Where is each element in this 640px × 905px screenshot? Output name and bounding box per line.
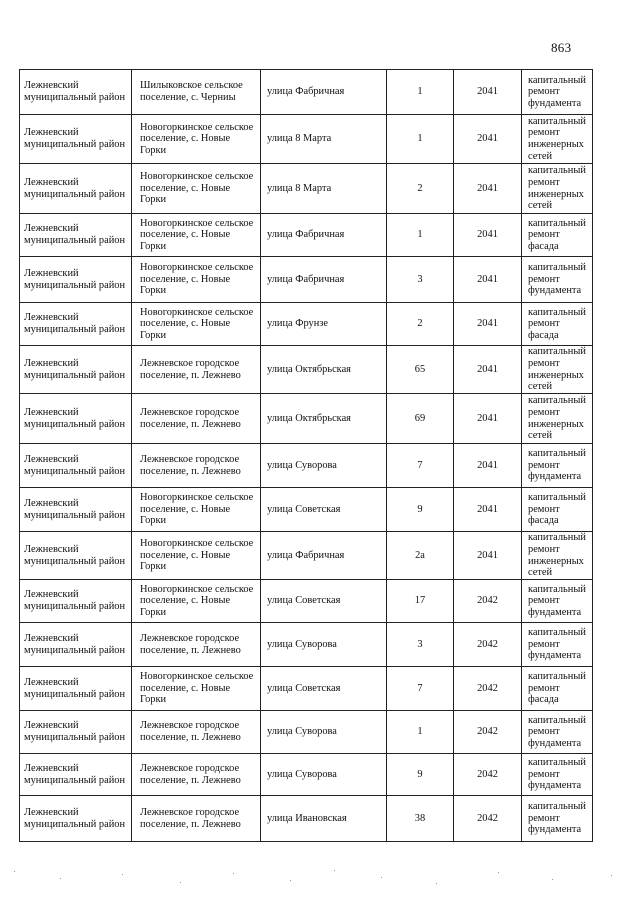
year-cell: 2041 xyxy=(454,532,522,580)
street-cell: улица Фабричная xyxy=(261,214,387,257)
work-type-cell: капитальный ремонт фундамента xyxy=(522,70,593,115)
year-cell: 2042 xyxy=(454,580,522,623)
work-type-cell: капитальный ремонт инженерных сетей xyxy=(522,164,593,214)
district-cell: Лежневский муниципальный район xyxy=(20,623,132,667)
table-row xyxy=(20,488,593,532)
year-cell: 2041 xyxy=(454,164,522,214)
year-cell: 2041 xyxy=(454,346,522,394)
year-cell: 2041 xyxy=(454,214,522,257)
year-cell: 2041 xyxy=(454,394,522,444)
work-type-cell: капитальный ремонт фасада xyxy=(522,667,593,711)
year-cell: 2041 xyxy=(454,303,522,346)
work-type-cell: капитальный ремонт фасада xyxy=(522,488,593,532)
table-row xyxy=(20,115,593,164)
house-number-cell: 2 xyxy=(387,303,454,346)
house-number-cell: 9 xyxy=(387,488,454,532)
year-cell: 2042 xyxy=(454,796,522,842)
street-cell: улица Фабричная xyxy=(261,257,387,303)
settlement-cell: Новогоркинское сельское поселение, с. Новые Горки xyxy=(132,164,261,214)
house-number-cell: 1 xyxy=(387,70,454,115)
year-cell: 2042 xyxy=(454,754,522,796)
settlement-cell: Новогоркинское сельское поселение, с. Новые Горки xyxy=(132,115,261,164)
settlement-cell: Новогоркинское сельское поселение, с. Новые Горки xyxy=(132,214,261,257)
house-number-cell: 3 xyxy=(387,623,454,667)
settlement-cell: Новогоркинское сельское поселение, с. Новые Горки xyxy=(132,488,261,532)
table-row xyxy=(20,214,593,257)
work-type-cell: капитальный ремонт фундамента xyxy=(522,257,593,303)
district-cell: Лежневский муниципальный район xyxy=(20,580,132,623)
street-cell: улица Суворова xyxy=(261,623,387,667)
district-cell: Лежневский муниципальный район xyxy=(20,667,132,711)
table-row xyxy=(20,394,593,444)
house-number-cell: 17 xyxy=(387,580,454,623)
house-number-cell: 2 xyxy=(387,164,454,214)
settlement-cell: Новогоркинское сельское поселение, с. Новые Горки xyxy=(132,257,261,303)
work-type-cell: капитальный ремонт фундамента xyxy=(522,580,593,623)
house-number-cell: 65 xyxy=(387,346,454,394)
year-cell: 2042 xyxy=(454,711,522,754)
work-type-cell: капитальный ремонт фундамента xyxy=(522,623,593,667)
district-cell: Лежневский муниципальный район xyxy=(20,711,132,754)
table-row xyxy=(20,70,593,115)
table-row xyxy=(20,580,593,623)
street-cell: улица Советская xyxy=(261,488,387,532)
table-row xyxy=(20,754,593,796)
house-number-cell: 1 xyxy=(387,214,454,257)
work-type-cell: капитальный ремонт инженерных сетей xyxy=(522,346,593,394)
house-number-cell: 1 xyxy=(387,115,454,164)
work-type-cell: капитальный ремонт фундамента xyxy=(522,444,593,488)
settlement-cell: Лежневское городское поселение, п. Лежнево xyxy=(132,444,261,488)
work-type-cell: капитальный ремонт фасада xyxy=(522,303,593,346)
house-number-cell: 2а xyxy=(387,532,454,580)
work-type-cell: капитальный ремонт фундамента xyxy=(522,754,593,796)
table-row xyxy=(20,444,593,488)
repair-schedule-table xyxy=(19,69,593,842)
street-cell: улица 8 Марта xyxy=(261,164,387,214)
house-number-cell: 7 xyxy=(387,667,454,711)
table-row xyxy=(20,303,593,346)
street-cell: улица Октябрьская xyxy=(261,346,387,394)
street-cell: улица Суворова xyxy=(261,711,387,754)
district-cell: Лежневский муниципальный район xyxy=(20,444,132,488)
street-cell: улица Октябрьская xyxy=(261,394,387,444)
district-cell: Лежневский муниципальный район xyxy=(20,796,132,842)
settlement-cell: Лежневское городское поселение, п. Лежнево xyxy=(132,394,261,444)
page-number: 863 xyxy=(551,40,572,55)
district-cell: Лежневский муниципальный район xyxy=(20,346,132,394)
table-body xyxy=(20,70,593,842)
work-type-cell: капитальный ремонт фундамента xyxy=(522,711,593,754)
table-row xyxy=(20,796,593,842)
street-cell: улица Суворова xyxy=(261,444,387,488)
table-row xyxy=(20,623,593,667)
table-row xyxy=(20,346,593,394)
settlement-cell: Лежневское городское поселение, п. Лежнево xyxy=(132,623,261,667)
settlement-cell: Шилыковское сельское поселение, с. Черниы xyxy=(132,70,261,115)
settlement-cell: Лежневское городское поселение, п. Лежнево xyxy=(132,711,261,754)
settlement-cell: Лежневское городское поселение, п. Лежнево xyxy=(132,796,261,842)
year-cell: 2041 xyxy=(454,70,522,115)
district-cell: Лежневский муниципальный район xyxy=(20,164,132,214)
table-row xyxy=(20,711,593,754)
district-cell: Лежневский муниципальный район xyxy=(20,303,132,346)
work-type-cell: капитальный ремонт инженерных сетей xyxy=(522,532,593,580)
street-cell: улица 8 Марта xyxy=(261,115,387,164)
work-type-cell: капитальный ремонт фасада xyxy=(522,214,593,257)
table-row xyxy=(20,257,593,303)
work-type-cell: капитальный ремонт фундамента xyxy=(522,796,593,842)
district-cell: Лежневский муниципальный район xyxy=(20,532,132,580)
house-number-cell: 38 xyxy=(387,796,454,842)
year-cell: 2041 xyxy=(454,115,522,164)
settlement-cell: Новогоркинское сельское поселение, с. Новые Горки xyxy=(132,580,261,623)
district-cell: Лежневский муниципальный район xyxy=(20,488,132,532)
district-cell: Лежневский муниципальный район xyxy=(20,257,132,303)
street-cell: улица Фабричная xyxy=(261,532,387,580)
street-cell: улица Советская xyxy=(261,580,387,623)
district-cell: Лежневский муниципальный район xyxy=(20,115,132,164)
street-cell: улица Фабричная xyxy=(261,70,387,115)
work-type-cell: капитальный ремонт инженерных сетей xyxy=(522,115,593,164)
work-type-cell: капитальный ремонт инженерных сетей xyxy=(522,394,593,444)
year-cell: 2042 xyxy=(454,623,522,667)
house-number-cell: 3 xyxy=(387,257,454,303)
house-number-cell: 69 xyxy=(387,394,454,444)
table-row xyxy=(20,667,593,711)
table-row xyxy=(20,532,593,580)
district-cell: Лежневский муниципальный район xyxy=(20,394,132,444)
district-cell: Лежневский муниципальный район xyxy=(20,754,132,796)
scan-noise xyxy=(0,868,640,898)
house-number-cell: 9 xyxy=(387,754,454,796)
street-cell: улица Суворова xyxy=(261,754,387,796)
settlement-cell: Новогоркинское сельское поселение, с. Новые Горки xyxy=(132,667,261,711)
table-row xyxy=(20,164,593,214)
street-cell: улица Ивановская xyxy=(261,796,387,842)
settlement-cell: Новогоркинское сельское поселение, с. Новые Горки xyxy=(132,303,261,346)
year-cell: 2041 xyxy=(454,257,522,303)
year-cell: 2042 xyxy=(454,667,522,711)
year-cell: 2041 xyxy=(454,444,522,488)
house-number-cell: 7 xyxy=(387,444,454,488)
street-cell: улица Советская xyxy=(261,667,387,711)
settlement-cell: Новогоркинское сельское поселение, с. Новые Горки xyxy=(132,532,261,580)
street-cell: улица Фрунзе xyxy=(261,303,387,346)
district-cell: Лежневский муниципальный район xyxy=(20,214,132,257)
district-cell: Лежневский муниципальный район xyxy=(20,70,132,115)
settlement-cell: Лежневское городское поселение, п. Лежнево xyxy=(132,754,261,796)
house-number-cell: 1 xyxy=(387,711,454,754)
year-cell: 2041 xyxy=(454,488,522,532)
settlement-cell: Лежневское городское поселение, п. Лежнево xyxy=(132,346,261,394)
